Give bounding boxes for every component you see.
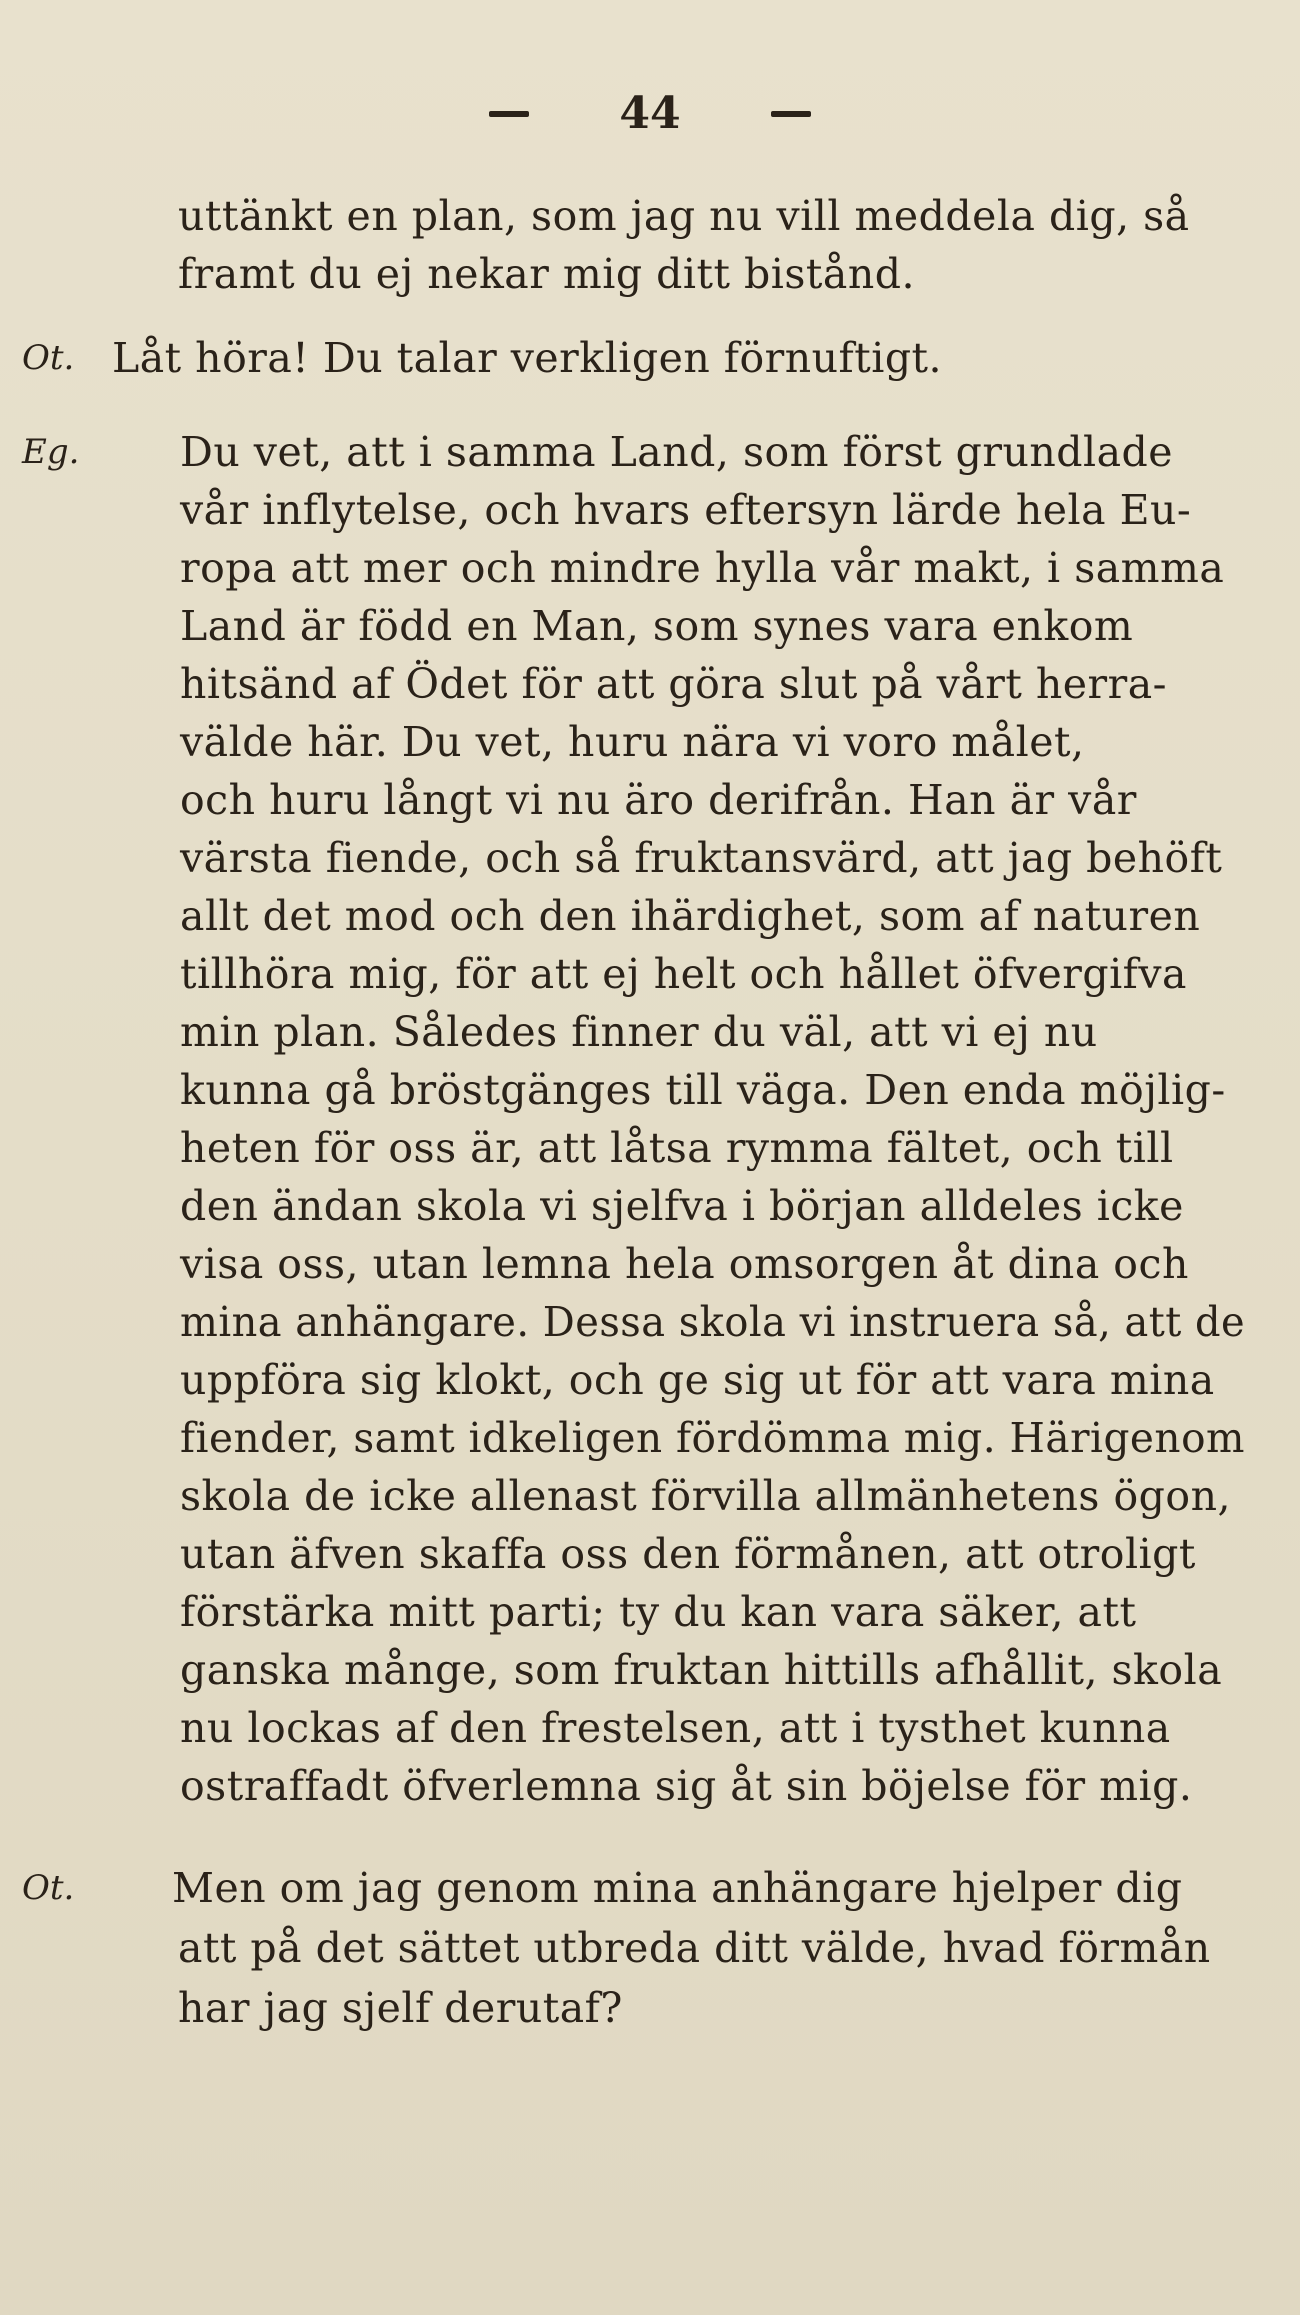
speaker-label: Ot.	[22, 1868, 75, 1908]
speaker-label: Eg.	[22, 432, 80, 472]
text-line: fiender, samt idkeligen fördömma mig. Härigenom	[180, 1414, 1245, 1462]
text-line: ropa att mer och mindre hylla vår makt, i samma	[180, 544, 1225, 592]
text-line: förstärka mitt parti; ty du kan vara säker, att	[180, 1588, 1137, 1636]
text-line: har jag sjelf derutaf?	[178, 1984, 623, 2032]
text-line: ganska månge, som fruktan hittills afhållit, skola	[180, 1646, 1223, 1694]
text-line: den ändan skola vi sjelfva i början alldeles icke	[180, 1182, 1184, 1230]
text-line: utan äfven skaffa oss den förmånen, att otroligt	[180, 1530, 1196, 1578]
text-line: allt det mod och den ihärdighet, som af naturen	[180, 892, 1201, 940]
text-line: mina anhängare. Dessa skola vi instruera så, att de	[180, 1298, 1246, 1346]
page-header	[0, 88, 1300, 139]
text-line: kunna gå bröstgänges till väga. Den enda möjlig-	[180, 1066, 1226, 1114]
text-line: skola de icke allenast förvilla allmänhetens ögon,	[180, 1472, 1232, 1520]
text-line: ostraffadt öfverlemna sig åt sin böjelse för mig.	[180, 1762, 1193, 1810]
text-line: Men om jag genom mina anhängare hjelper dig	[172, 1864, 1183, 1912]
text-line: vår inflytelse, och hvars eftersyn lärde hela Eu-	[180, 486, 1192, 534]
text-line: att på det sättet utbreda ditt välde, hvad förmån	[178, 1924, 1211, 1972]
text-line: uttänkt en plan, som jag nu vill meddela dig, så	[178, 192, 1190, 240]
text-line: nu lockas af den frestelsen, att i tysthet kunna	[180, 1704, 1171, 1752]
text-line: Land är född en Man, som synes vara enkom	[180, 602, 1134, 650]
text-line: framt du ej nekar mig ditt bistånd.	[178, 250, 916, 298]
text-line: tillhöra mig, för att ej helt och hållet öfvergifva	[180, 950, 1187, 998]
text-line: Du vet, att i samma Land, som först grundlade	[180, 428, 1174, 476]
text-line: heten för oss är, att låtsa rymma fältet, och till	[180, 1124, 1174, 1172]
header-dash-right	[771, 111, 811, 117]
page-number: 44	[619, 88, 681, 139]
text-line: hitsänd af Ödet för att göra slut på vårt herra-	[180, 660, 1168, 708]
text-line: visa oss, utan lemna hela omsorgen åt dina och	[180, 1240, 1189, 1288]
header-dash-left	[489, 111, 529, 117]
text-line: Låt höra! Du talar verkligen förnuftigt.	[112, 334, 943, 382]
speaker-label: Ot.	[22, 338, 75, 378]
text-line: välde här. Du vet, huru nära vi voro målet,	[180, 718, 1085, 766]
text-line: min plan. Således finner du väl, att vi ej nu	[180, 1008, 1098, 1056]
text-line: värsta fiende, och så fruktansvärd, att jag behöft	[180, 834, 1223, 882]
text-line: och huru långt vi nu äro derifrån. Han är vår	[180, 776, 1137, 824]
text-line: uppföra sig klokt, och ge sig ut för att vara mina	[180, 1356, 1215, 1404]
